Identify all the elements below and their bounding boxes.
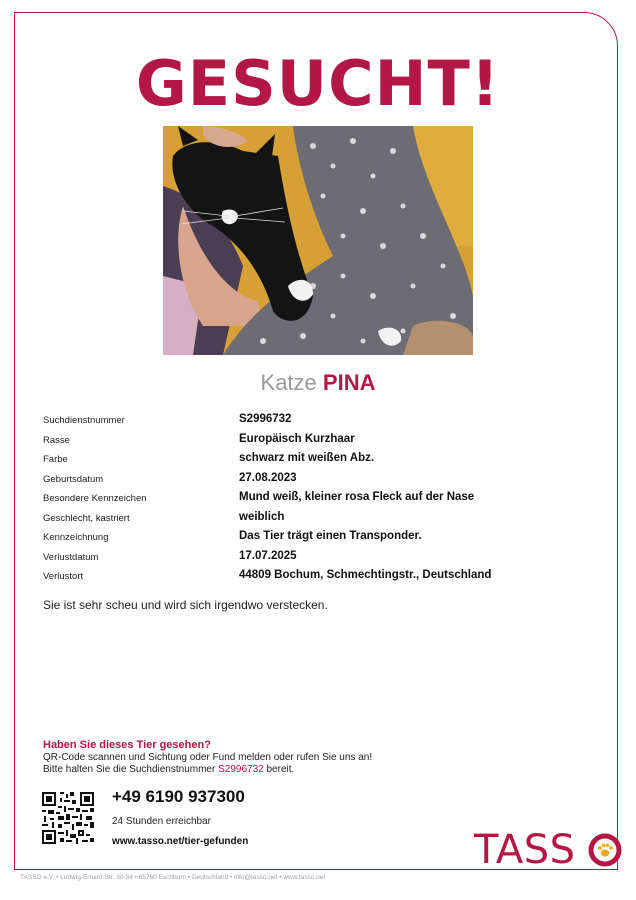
- detail-value: Mund weiß, kleiner rosa Fleck auf der Nase: [239, 491, 475, 503]
- detail-value: S2996732: [239, 413, 292, 425]
- detail-label: Suchdienstnummer: [43, 415, 125, 426]
- footer-address: TASSO e.V. • Ludwig-Erhard-Str. 30-34 • 65760 Eschborn • Deutschland • info@tasso.net • www.tasso.net: [20, 874, 326, 881]
- sighting-instruction: QR-Code scannen und Sichtung oder Fund melden oder rufen Sie uns an!: [43, 751, 373, 763]
- pet-name-value: PINA: [322, 370, 376, 395]
- headline: GESUCHT!: [135, 47, 501, 120]
- tasso-logo: TASS: [474, 827, 576, 873]
- detail-value: Europäisch Kurzhaar: [239, 432, 355, 445]
- detail-label: Farbe: [43, 454, 68, 465]
- detail-label: Kennzeichnung: [43, 532, 109, 543]
- detail-row: [43, 491, 603, 511]
- pet-species: Katze: [260, 370, 317, 395]
- details-table: [43, 413, 603, 589]
- detail-value: weiblich: [239, 510, 285, 523]
- detail-row: [43, 433, 603, 453]
- contact-block: [112, 787, 248, 847]
- reference-suffix: bereit.: [263, 764, 295, 775]
- detail-value: schwarz mit weißen Abz.: [239, 452, 375, 464]
- detail-value: 17.07.2025: [239, 549, 297, 562]
- detail-row: [43, 472, 603, 492]
- phone-number[interactable]: +49 6190 937300: [112, 787, 245, 806]
- detail-label: Geschlecht, kastriert: [43, 512, 130, 524]
- detail-label: Rasse: [43, 434, 70, 446]
- detail-row: [43, 413, 603, 433]
- detail-row: [43, 452, 603, 472]
- sighting-reference: [43, 764, 372, 777]
- paw-logo-icon: [588, 833, 622, 867]
- detail-row: [43, 550, 603, 570]
- detail-row: [43, 569, 603, 589]
- detail-label: Verlustdatum: [43, 551, 99, 563]
- pet-photo: [163, 126, 473, 355]
- detail-value: 27.08.2023: [239, 471, 297, 484]
- pet-name: [0, 368, 636, 398]
- description-note: Sie ist sehr scheu und wird sich irgendwo verstecken.: [43, 598, 328, 612]
- detail-label: Verlustort: [43, 571, 84, 582]
- detail-row: [43, 511, 603, 531]
- sighting-question: Haben Sie dieses Tier gesehen?: [43, 739, 211, 751]
- availability-text: 24 Stunden erreichbar: [112, 816, 211, 827]
- detail-label: Besondere Kennzeichen: [43, 493, 147, 504]
- reference-prefix: Bitte halten Sie die Suchdienstnummer: [43, 764, 219, 775]
- reference-number: S2996732: [218, 764, 264, 775]
- report-link[interactable]: www.tasso.net/tier-gefunden: [112, 836, 249, 847]
- detail-label: Geburtsdatum: [43, 473, 104, 485]
- detail-value: 44809 Bochum, Schmechtingstr., Deutschland: [239, 569, 492, 581]
- sighting-info: [43, 739, 372, 777]
- detail-value: Das Tier trägt einen Transponder.: [239, 530, 422, 542]
- detail-row: [43, 530, 603, 550]
- qr-code-icon[interactable]: [42, 792, 94, 844]
